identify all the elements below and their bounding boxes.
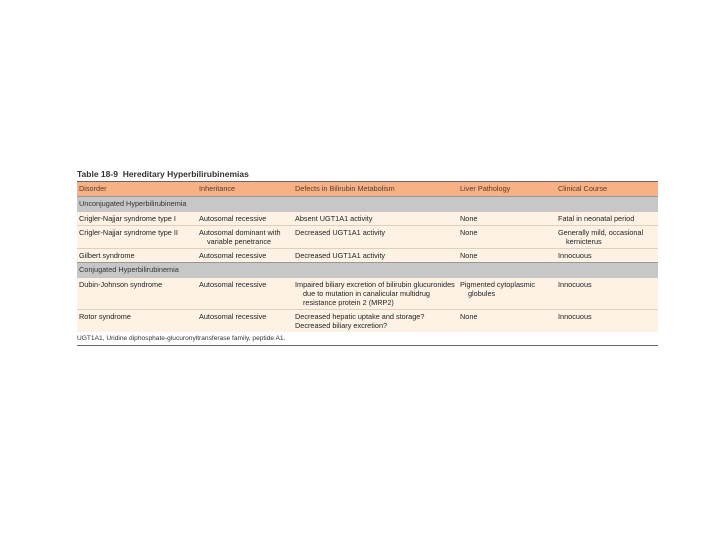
section-header-conjugated (77, 263, 658, 279)
cell-disorder: Rotor syndrome (77, 310, 197, 333)
cell-disorder: Gilbert syndrome (77, 249, 197, 263)
table-caption-title: Hereditary Hyperbilirubinemias (122, 169, 249, 179)
cell-inheritance: Autosomal recessive (197, 310, 293, 333)
cell-clinical-course: Innocuous (556, 278, 658, 310)
header-inheritance: Inheritance (199, 184, 236, 193)
cell-defects: Decreased hepatic uptake and storage? Decreased biliary excretion? (293, 310, 458, 333)
header-liver-pathology: Liver Pathology (460, 184, 511, 193)
cell-clinical-course (556, 226, 658, 249)
cell-inheritance: Autosomal recessive (197, 212, 293, 226)
cell-liver-pathology: None (458, 212, 556, 226)
cell-liver-pathology (458, 278, 556, 310)
cell-clinical-course: Innocuous (556, 310, 658, 333)
cell-inheritance (197, 226, 293, 249)
table-row (77, 226, 658, 249)
cell-text: Pigmented cytoplasmic globules (460, 280, 536, 298)
cell-text: Impaired biliary excretion of bilirubin glucuronides due to mutation in canalicular multidrug resistance protein 2 (MRP2) (295, 280, 455, 307)
cell-text: Generally mild, occasional kernicterus (558, 228, 644, 246)
cell-inheritance: Autosomal recessive (197, 249, 293, 263)
header-defects: Defects in Bilirubin Metabolism (295, 184, 395, 193)
hyperbilirubinemia-table (77, 168, 658, 346)
table-row (77, 212, 658, 226)
table-row (77, 310, 658, 333)
cell-disorder: Crigler-Najjar syndrome type II (77, 226, 197, 249)
cell-liver-pathology: None (458, 226, 556, 249)
cell-disorder: Crigler-Najjar syndrome type I (77, 212, 197, 226)
cell-defects: Absent UGT1A1 activity (293, 212, 458, 226)
table-caption (77, 168, 658, 181)
section-title: Conjugated Hyperbilirubinemia (77, 263, 658, 279)
section-header-unconjugated (77, 197, 658, 213)
header-clinical-course: Clinical Course (558, 184, 608, 193)
cell-defects: Decreased UGT1A1 activity (293, 226, 458, 249)
table-footnote: UGT1A1, Uridine diphosphate-glucuronyltransferase family, peptide A1. (77, 332, 658, 346)
header-disorder: Disorder (79, 184, 107, 193)
table-row (77, 278, 658, 310)
cell-text: Autosomal dominant with variable penetrance (199, 228, 281, 246)
section-title: Unconjugated Hyperbilirubinemia (77, 197, 658, 213)
table-caption-label: Table 18-9 (77, 169, 118, 179)
cell-clinical-course: Innocuous (556, 249, 658, 263)
cell-disorder: Dubin-Johnson syndrome (77, 278, 197, 310)
cell-defects: Decreased UGT1A1 activity (293, 249, 458, 263)
data-table (77, 181, 658, 332)
cell-defects (293, 278, 458, 310)
cell-liver-pathology: None (458, 310, 556, 333)
cell-clinical-course: Fatal in neonatal period (556, 212, 658, 226)
cell-inheritance: Autosomal recessive (197, 278, 293, 310)
cell-liver-pathology: None (458, 249, 556, 263)
table-row (77, 249, 658, 263)
header-row (77, 182, 658, 197)
